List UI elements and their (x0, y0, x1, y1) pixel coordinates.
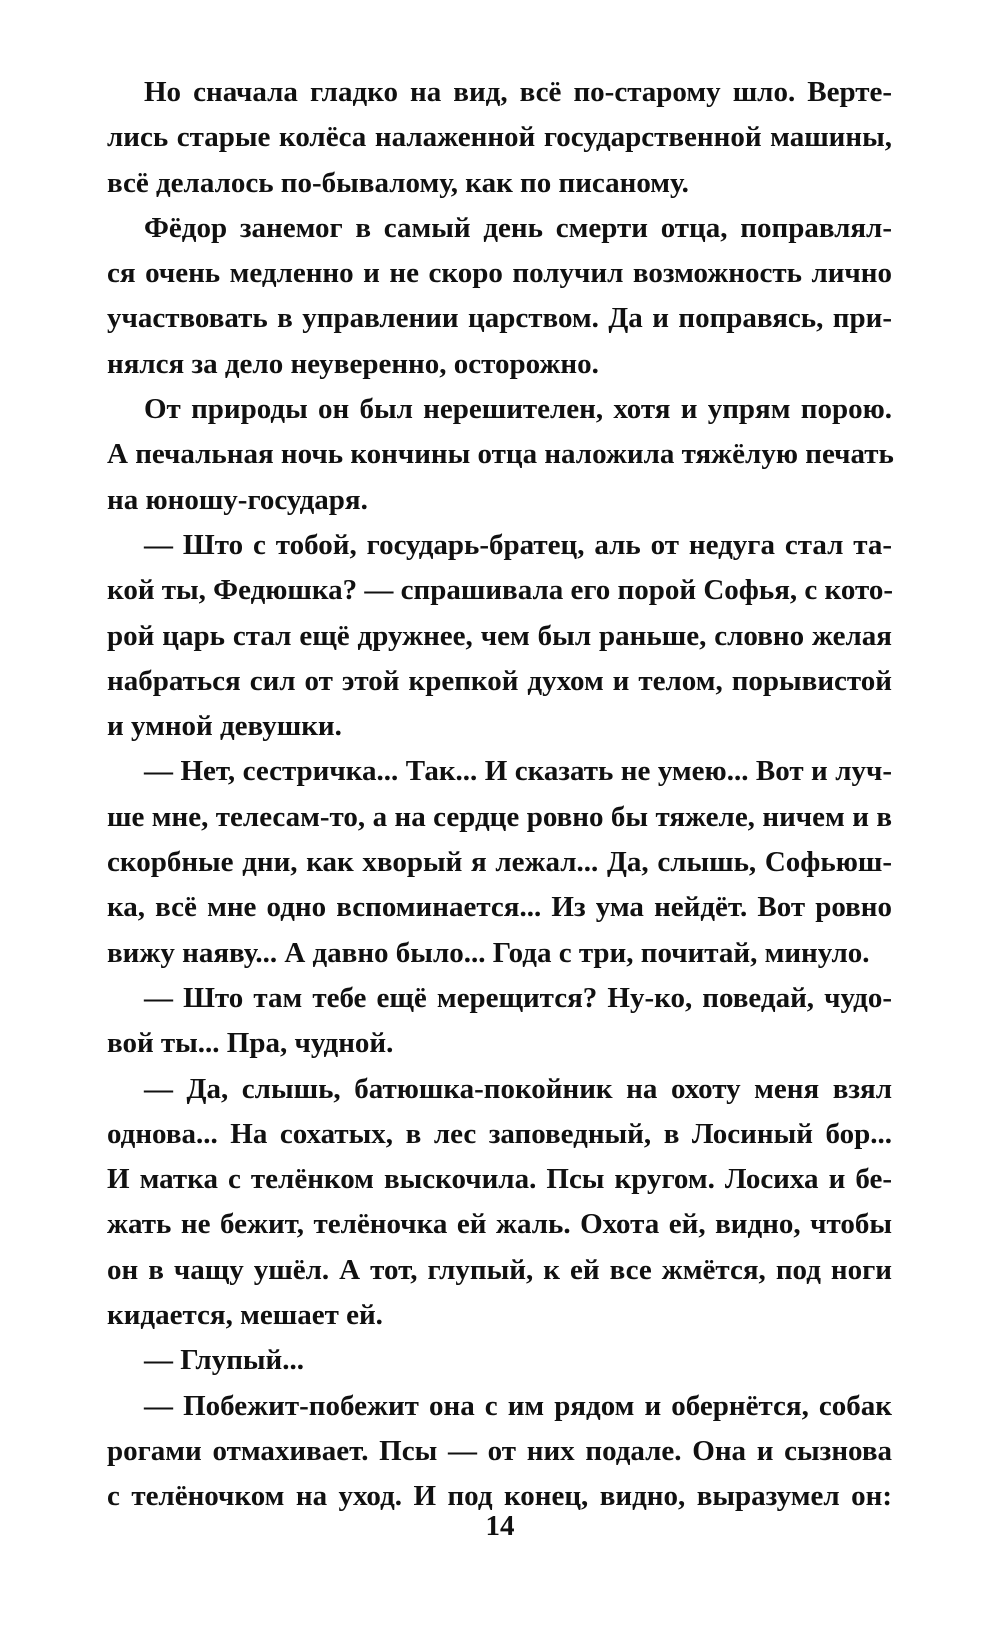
text-line: И матка с телёнком выскочила. Псы кругом. Лосиха и бе- (107, 1163, 892, 1196)
text-line: ше мне, телесам-то, а на сердце ровно бы тяжеле, ничем и в (107, 800, 892, 833)
text-line: однова... На сохатых, в лес заповедный, в Лосиный бор... (107, 1117, 892, 1150)
text-line: скорбные дни, как хворый я лежал... Да, слышь, Софьюш- (107, 846, 892, 879)
text-line: — Што с тобой, государь-братец, аль от недуга стал та- (144, 528, 892, 561)
text-line: и умной девушки. (107, 710, 342, 743)
text-line: нялся за дело неуверенно, осторожно. (107, 347, 599, 380)
text-line: участвовать в управлении царством. Да и поправясь, при- (107, 302, 892, 335)
page-number: 14 (485, 1510, 515, 1542)
text-line: кидается, мешает ей. (107, 1299, 383, 1332)
page-text (107, 70, 892, 1520)
text-line: он в чащу ушёл. А тот, глупый, к ей все жмётся, под ноги (107, 1253, 892, 1286)
text-line: — Нет, сестричка... Так... И сказать не умею... Вот и луч- (144, 755, 892, 788)
text-line: набраться сил от этой крепкой духом и телом, порывистой (107, 664, 892, 697)
text-line: всё делалось по-бывалому, как по писаному. (107, 166, 689, 199)
text-line: — Што там тебе ещё мерещится? Ну-ко, поведай, чудо- (144, 981, 892, 1014)
text-line: ка, всё мне одно вспоминается... Из ума нейдёт. Вот ровно (107, 891, 892, 924)
text-line: с телёночком на уход. И под конец, видно, выразумел он: (107, 1480, 892, 1513)
text-line: Фёдор занемог в самый день смерти отца, поправлял- (144, 211, 892, 244)
text-line: А печальная ночь кончины отца наложила тяжёлую печать (107, 438, 894, 471)
text-line: вижу наяву... А давно было... Года с три, почитай, минуло. (107, 936, 870, 969)
text-line: От природы он был нерешителен, хотя и упрям порою. (144, 393, 892, 426)
text-line: — Глупый... (144, 1344, 305, 1377)
text-line: кой ты, Федюшка? — спрашивала его порой Софья, с кото- (107, 574, 893, 607)
text-line: вой ты... Пра, чудной. (107, 1027, 394, 1060)
text-line: Но сначала гладко на вид, всё по-старому шло. Верте- (144, 76, 892, 108)
text-line: жать не бежит, телёночка ей жаль. Охота ей, видно, чтобы (107, 1208, 892, 1241)
text-line: лись старые колёса налаженной государственной машины, (107, 121, 892, 154)
text-line: — Да, слышь, батюшка-покойник на охоту меня взял (144, 1072, 892, 1105)
text-line: рогами отмахивает. Псы — от них подале. Она и сызнова (107, 1434, 892, 1467)
text-line: рой царь стал ещё дружнее, чем был раньше, словно желая (107, 619, 892, 652)
text-line: — Побежит-побежит она с им рядом и обернётся, собак (144, 1389, 892, 1422)
text-line: ся очень медленно и не скоро получил возможность лично (107, 257, 892, 290)
text-line: на юношу-государя. (107, 483, 368, 516)
